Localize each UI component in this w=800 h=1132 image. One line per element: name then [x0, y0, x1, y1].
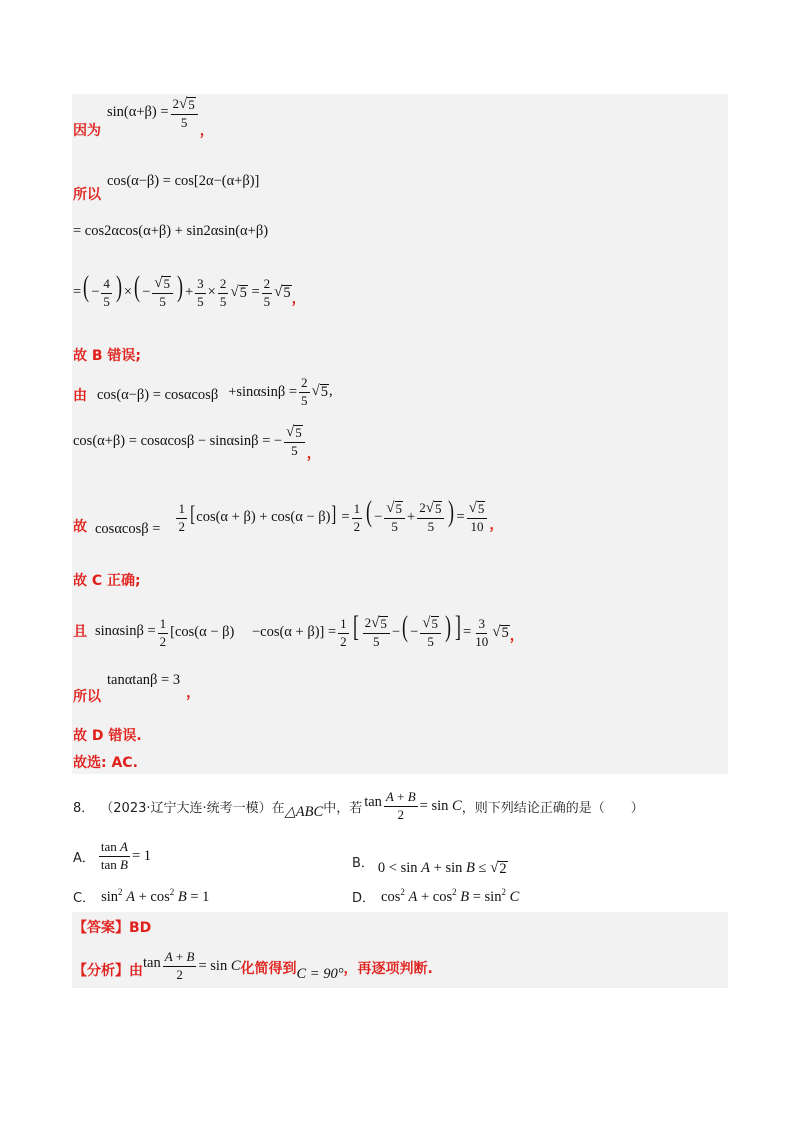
solution-line-coscos	[73, 494, 503, 544]
option-d-label: D．	[352, 890, 376, 906]
solution-line-given-1	[73, 374, 333, 412]
option-b[interactable]	[352, 846, 508, 876]
option-a-label: A．	[73, 850, 95, 866]
solution-line-1	[73, 96, 214, 142]
analysis-c90: C = 90°	[296, 965, 344, 982]
solution-line-3	[73, 220, 268, 242]
coscos-rhs: $\frac{1}{2}$ [cos(α + β) + cos(α − β)] = $\frac{1}{2}$ ( − √ 5 5 + 2 √ 5 5 ) = √ 5 10	[174, 497, 489, 534]
coscos-lhs: cosαcosβ =	[95, 520, 161, 537]
comma: ，	[306, 446, 321, 462]
cos-diff-expr: cos(α−β) = cos[2α−(α+β)]	[107, 172, 260, 189]
option-d-formula: $\cos^2 A + \cos^2 B = \sin^2 C$	[381, 886, 520, 905]
option-b-label: B．	[352, 855, 374, 871]
comma: ，	[186, 685, 201, 701]
because-label: 因为	[73, 123, 101, 139]
sinsin-rhs: $\frac{1}{2}$ [cos(α − β) −cos(α + β)] = $\frac{1}{2}$ [ 2 √ 5 5 −( − √ 5 5 ) ] = $\frac{3}{10}$ √ 5	[159, 610, 509, 649]
choose-line	[73, 752, 138, 772]
question-source: （2023·辽宁大连·统考一模）在	[100, 800, 285, 816]
sinsin-lhs: sinαsinβ =	[95, 622, 156, 639]
given2-expr: cos(α+β) = cosαcosβ − sinαsinβ = −	[73, 432, 283, 449]
so-label: 所以	[73, 187, 101, 203]
solution-line-4	[73, 268, 306, 314]
analysis-prefix: 【分析】由	[73, 963, 143, 979]
analysis-line	[73, 946, 433, 986]
comma: ，	[489, 517, 504, 533]
analysis-rhs: = sin C	[198, 957, 241, 974]
solution-line-2	[73, 170, 259, 204]
condition-tan: tan	[364, 793, 382, 810]
given1-lhs: cos(α−β) = cosαcosβ	[97, 386, 219, 403]
solution-line-sinsin	[73, 606, 524, 656]
condition-rhs: = sin C	[419, 797, 462, 814]
sqrt5-term: √ 5 ,	[311, 383, 333, 401]
numeric-eval: =( − $\frac{4}{5}$ ) ×( − √ 5 5 ) + $\frac{3}{5}$ × $\frac{2}{5}$ √ 5 = $\frac{2}{5}$ √ 5	[73, 270, 291, 309]
option-c-label: C．	[73, 890, 96, 906]
so-label: 所以	[73, 689, 101, 705]
option-a-rhs: = 1	[132, 847, 152, 864]
question-mid: 中，若	[323, 800, 363, 816]
expansion-expr: = cos2αcos(α+β) + sin2αsin(α+β)	[73, 222, 269, 239]
analysis-fraction: $\frac{A + B}{2}$	[164, 948, 195, 982]
c-right-text: 故 C 正确;	[73, 573, 141, 589]
question-8-stem	[73, 786, 644, 826]
d-wrong-text: 故 D 错误.	[73, 728, 142, 744]
comma: ，	[291, 291, 306, 307]
c-right-line	[73, 570, 141, 590]
option-a-formula: $\frac{\text{tan A}}{\text{tan B}}$	[100, 838, 128, 872]
condition-fraction: $\frac{A + B}{2}$	[385, 788, 416, 822]
option-c[interactable]	[73, 885, 209, 907]
and-label: 且	[73, 624, 87, 640]
given1-rhs: +sinαsinβ =	[228, 383, 298, 400]
option-c-formula: $\sin^2 A + \cos^2 B = 1$	[101, 886, 210, 905]
analysis-mid: 化简得到	[240, 961, 297, 977]
solution-line-given-2	[73, 422, 321, 466]
fraction-2sqrt5-over-5: 2 √ 5 5	[171, 97, 198, 130]
solution-line-tantan	[73, 668, 200, 706]
option-a[interactable]	[73, 836, 151, 876]
comma: ，	[509, 628, 524, 644]
tantan-expr: tanαtanβ = 3	[107, 671, 181, 688]
question-tail: ，则下列结论正确的是（ ）	[461, 800, 644, 816]
comma: ，	[199, 123, 214, 139]
analysis-tail: ，再逐项判断.	[343, 961, 433, 977]
question-number: 8．	[73, 800, 95, 816]
from-label: 由	[73, 388, 87, 404]
sin-sum-expr: sin(α+β) =	[107, 103, 169, 120]
b-wrong-line	[73, 345, 141, 365]
option-b-formula: 0 < sin A + sin B ≤ √ 2	[377, 860, 507, 878]
d-wrong-line	[73, 725, 142, 745]
b-wrong-text: 故 B 错误;	[73, 348, 142, 364]
option-d[interactable]	[352, 885, 519, 907]
answer-line	[73, 917, 151, 937]
choose-text: 故选: AC.	[73, 755, 138, 771]
fraction-2-over-5: $\frac{2}{5}$	[301, 374, 308, 408]
analysis-tan: tan	[143, 954, 161, 971]
triangle-abc: △ABC	[284, 803, 324, 820]
fraction-sqrt5-over-5: √ 5 5	[284, 425, 305, 458]
hence-label: 故	[73, 519, 87, 535]
answer-text: 【答案】BD	[73, 920, 152, 936]
